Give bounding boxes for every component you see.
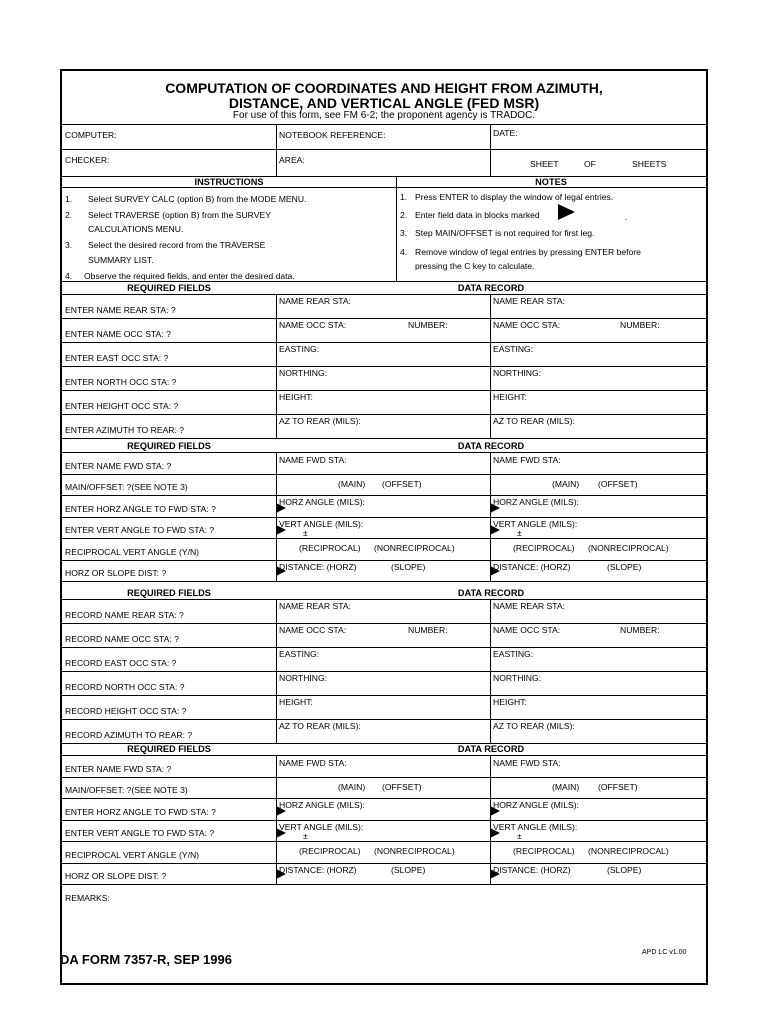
required-field-label: HORZ OR SLOPE DIST: ?: [65, 871, 167, 881]
required-field-label: RECORD AZIMUTH TO REAR: ?: [65, 730, 193, 740]
horz-angle-field[interactable]: HORZ ANGLE (MILS):: [279, 800, 365, 810]
divider: [62, 581, 706, 582]
instruction-number: 4.: [65, 271, 73, 281]
note-number: 3.: [400, 228, 408, 238]
divider: [62, 318, 706, 319]
record-field[interactable]: EASTING:: [493, 649, 534, 659]
computer-field[interactable]: COMPUTER:: [65, 130, 117, 140]
form-subtitle: For use of this form, see FM 6-2; the proponent agency is TRADOC.: [232, 110, 536, 121]
nonreciprocal-option[interactable]: (NONRECIPROCAL): [374, 543, 455, 553]
record-field[interactable]: HEIGHT:: [279, 697, 313, 707]
number-field[interactable]: NUMBER:: [620, 320, 660, 330]
divider: [62, 495, 706, 496]
record-field[interactable]: NAME REAR STA:: [279, 296, 351, 306]
divider: [62, 798, 706, 799]
offset-option[interactable]: (OFFSET): [598, 478, 638, 489]
number-field[interactable]: NUMBER:: [620, 625, 660, 635]
instruction-text: Observe the required fields, and enter the desired data.: [84, 271, 295, 281]
required-field-label: ENTER VERT ANGLE TO FWD STA: ?: [65, 525, 215, 535]
data-record-heading: DATA RECORD: [457, 441, 525, 451]
required-fields-heading: REQUIRED FIELDS: [127, 588, 211, 598]
slope-option[interactable]: (SLOPE): [607, 561, 642, 572]
area-field[interactable]: AREA:: [279, 155, 305, 165]
horz-angle-field[interactable]: HORZ ANGLE (MILS):: [493, 497, 579, 507]
record-field[interactable]: NAME REAR STA:: [493, 601, 565, 611]
record-field[interactable]: AZ TO REAR (MILS):: [279, 721, 361, 731]
name-fwd-field[interactable]: NAME FWD STA:: [493, 455, 561, 465]
number-field[interactable]: NUMBER:: [408, 625, 448, 635]
record-field[interactable]: HEIGHT:: [493, 392, 527, 402]
instruction-text: Select SURVEY CALC (option B) from the MODE MENU.: [88, 194, 307, 204]
required-field-label: ENTER VERT ANGLE TO FWD STA: ?: [65, 828, 215, 838]
nonreciprocal-option[interactable]: (NONRECIPROCAL): [374, 846, 455, 856]
form-number: DA FORM 7357-R, SEP 1996: [60, 952, 232, 967]
form-title-line1: COMPUTATION OF COORDINATES AND HEIGHT FROM AZIMUTH,: [165, 80, 603, 96]
divider: [62, 452, 706, 453]
required-field-label: RECORD NAME OCC STA: ?: [65, 634, 179, 644]
record-field[interactable]: AZ TO REAR (MILS):: [279, 416, 361, 426]
nonreciprocal-option[interactable]: (NONRECIPROCAL): [588, 543, 669, 553]
main-option[interactable]: (MAIN): [338, 781, 366, 792]
required-field-label: RECORD EAST OCC STA: ?: [65, 658, 177, 668]
required-field-label: ENTER EAST OCC STA: ?: [65, 353, 169, 363]
record-field[interactable]: HEIGHT:: [493, 697, 527, 707]
required-fields-heading: REQUIRED FIELDS: [127, 283, 211, 293]
divider: [62, 820, 706, 821]
horz-angle-field[interactable]: HORZ ANGLE (MILS):: [279, 497, 365, 507]
nonreciprocal-option[interactable]: (NONRECIPROCAL): [588, 846, 669, 856]
plus-minus-icon: ±: [303, 527, 308, 538]
horz-angle-field[interactable]: HORZ ANGLE (MILS):: [493, 800, 579, 810]
distance-horz-option[interactable]: DISTANCE: (HORZ): [279, 864, 357, 875]
note-number: 4.: [400, 247, 408, 257]
record-field[interactable]: AZ TO REAR (MILS):: [493, 721, 575, 731]
main-option[interactable]: (MAIN): [552, 781, 580, 792]
record-field[interactable]: NORTHING:: [279, 368, 328, 378]
slope-option[interactable]: (SLOPE): [391, 864, 426, 875]
record-field[interactable]: NAME REAR STA:: [279, 601, 351, 611]
record-field[interactable]: NAME OCC STA:: [279, 320, 347, 330]
note-text: Press ENTER to display the window of legal entries.: [415, 192, 614, 202]
entry-block-marker-icon: [558, 204, 575, 220]
name-fwd-field[interactable]: NAME FWD STA:: [493, 758, 561, 768]
note-number: 2.: [400, 210, 408, 220]
required-field-label: ENTER NAME OCC STA: ?: [65, 329, 171, 339]
distance-horz-option[interactable]: DISTANCE: (HORZ): [493, 864, 571, 875]
required-field-label: RECORD HEIGHT OCC STA: ?: [65, 706, 187, 716]
reciprocal-option[interactable]: (RECIPROCAL): [513, 543, 575, 553]
sheet-label: SHEET: [530, 159, 559, 169]
note-text: pressing the C key to calculate.: [415, 261, 535, 271]
reciprocal-option[interactable]: (RECIPROCAL): [513, 846, 575, 856]
checker-field[interactable]: CHECKER:: [65, 155, 110, 165]
reciprocal-option[interactable]: (RECIPROCAL): [299, 846, 361, 856]
record-field[interactable]: NORTHING:: [279, 673, 328, 683]
plus-minus-icon: ±: [517, 830, 522, 841]
required-field-label: ENTER NAME FWD STA: ?: [65, 763, 172, 774]
main-option[interactable]: (MAIN): [338, 478, 366, 489]
required-fields-heading: REQUIRED FIELDS: [127, 441, 211, 451]
plus-minus-icon: ±: [303, 830, 308, 841]
divider: [62, 647, 706, 648]
data-record-heading: DATA RECORD: [457, 744, 525, 754]
divider: [62, 719, 706, 720]
data-record-heading: DATA RECORD: [457, 588, 525, 598]
record-field[interactable]: NAME REAR STA:: [493, 296, 565, 306]
required-field-label: RECIPROCAL VERT ANGLE (Y/N): [65, 849, 200, 860]
required-field-label: ENTER AZIMUTH TO REAR: ?: [65, 425, 185, 435]
remarks-field[interactable]: REMARKS:: [65, 893, 110, 903]
notes-heading: NOTES: [535, 177, 567, 187]
number-field[interactable]: NUMBER:: [408, 320, 448, 330]
form-version: APD LC v1.00: [642, 949, 687, 956]
offset-option[interactable]: (OFFSET): [382, 781, 422, 792]
required-field-label: RECORD NORTH OCC STA: ?: [65, 682, 185, 692]
data-record-heading: DATA RECORD: [457, 283, 525, 293]
instruction-number: 3.: [65, 240, 73, 250]
divider: [62, 777, 706, 778]
required-field-label: MAIN/OFFSET: ?(SEE NOTE 3): [65, 785, 188, 795]
divider: [62, 366, 706, 367]
record-field[interactable]: NAME OCC STA:: [493, 320, 561, 330]
divider: [62, 414, 706, 415]
required-field-label: ENTER NAME FWD STA: ?: [65, 460, 172, 471]
divider: [62, 517, 706, 518]
record-field[interactable]: EASTING:: [279, 344, 320, 354]
note-number: 1.: [400, 192, 408, 202]
note-text: Remove window of legal entries by pressing ENTER before: [415, 247, 641, 257]
record-field[interactable]: NAME OCC STA:: [279, 625, 347, 635]
note-2-period: .: [625, 212, 628, 222]
divider: [62, 342, 706, 343]
record-field[interactable]: HEIGHT:: [279, 392, 313, 402]
instruction-number: 1.: [65, 194, 73, 204]
divider: [62, 438, 706, 439]
instruction-text: CALCULATIONS MENU.: [88, 224, 184, 234]
sheets-label: SHEETS: [632, 159, 667, 169]
required-field-label: ENTER NAME REAR STA: ?: [65, 305, 176, 315]
distance-horz-option[interactable]: DISTANCE: (HORZ): [279, 561, 357, 572]
divider: [62, 538, 706, 539]
required-field-label: ENTER HEIGHT OCC STA: ?: [65, 401, 179, 411]
distance-horz-option[interactable]: DISTANCE: (HORZ): [493, 561, 571, 572]
instruction-number: 2.: [65, 210, 73, 220]
name-fwd-field[interactable]: NAME FWD STA:: [279, 455, 347, 465]
divider: [62, 884, 706, 885]
divider: [62, 560, 706, 561]
vert-angle-field[interactable]: VERT ANGLE (MILS):: [493, 518, 578, 529]
form-frame: [60, 69, 708, 985]
divider: [62, 390, 706, 391]
record-field[interactable]: NORTHING:: [493, 673, 542, 683]
date-field[interactable]: DATE:: [493, 128, 518, 138]
divider: [62, 294, 706, 295]
divider: [62, 474, 706, 475]
instruction-text: Select the desired record from the TRAVERSE: [88, 240, 266, 250]
record-field[interactable]: EASTING:: [493, 344, 534, 354]
vert-angle-field[interactable]: VERT ANGLE (MILS):: [493, 821, 578, 832]
divider: [62, 599, 706, 600]
reciprocal-option[interactable]: (RECIPROCAL): [299, 543, 361, 553]
slope-option[interactable]: (SLOPE): [391, 561, 426, 572]
record-field[interactable]: NORTHING:: [493, 368, 542, 378]
plus-minus-icon: ±: [517, 527, 522, 538]
record-field[interactable]: EASTING:: [279, 649, 320, 659]
required-field-label: MAIN/OFFSET: ?(SEE NOTE 3): [65, 482, 188, 492]
divider: [62, 671, 706, 672]
instruction-text: SUMMARY LIST.: [88, 255, 154, 265]
instructions-heading: INSTRUCTIONS: [194, 177, 264, 187]
required-field-label: HORZ OR SLOPE DIST: ?: [65, 568, 167, 578]
vert-angle-field[interactable]: VERT ANGLE (MILS):: [279, 518, 364, 529]
divider: [62, 841, 706, 842]
record-field[interactable]: NAME OCC STA:: [493, 625, 561, 635]
main-option[interactable]: (MAIN): [552, 478, 580, 489]
instruction-text: Select TRAVERSE (option B) from the SURVEY: [88, 210, 271, 220]
required-field-label: ENTER HORZ ANGLE TO FWD STA: ?: [65, 503, 216, 514]
divider: [62, 755, 706, 756]
vert-angle-field[interactable]: VERT ANGLE (MILS):: [279, 821, 364, 832]
note-text: Step MAIN/OFFSET is not required for first leg.: [415, 228, 595, 238]
divider: [62, 623, 706, 624]
divider: [62, 863, 706, 864]
note-text: Enter field data in blocks marked: [415, 210, 540, 220]
required-field-label: RECIPROCAL VERT ANGLE (Y/N): [65, 546, 200, 557]
record-field[interactable]: AZ TO REAR (MILS):: [493, 416, 575, 426]
required-field-label: ENTER NORTH OCC STA: ?: [65, 377, 177, 387]
slope-option[interactable]: (SLOPE): [607, 864, 642, 875]
required-field-label: RECORD NAME REAR STA: ?: [65, 610, 184, 620]
notebook-reference-field[interactable]: NOTEBOOK REFERENCE:: [279, 130, 386, 140]
offset-option[interactable]: (OFFSET): [382, 478, 422, 489]
name-fwd-field[interactable]: NAME FWD STA:: [279, 758, 347, 768]
form-title-line2: DISTANCE, AND VERTICAL ANGLE (FED MSR): [228, 95, 540, 111]
required-fields-heading: REQUIRED FIELDS: [127, 744, 211, 754]
of-label: OF: [584, 159, 596, 169]
divider: [62, 695, 706, 696]
offset-option[interactable]: (OFFSET): [598, 781, 638, 792]
required-field-label: ENTER HORZ ANGLE TO FWD STA: ?: [65, 806, 216, 817]
